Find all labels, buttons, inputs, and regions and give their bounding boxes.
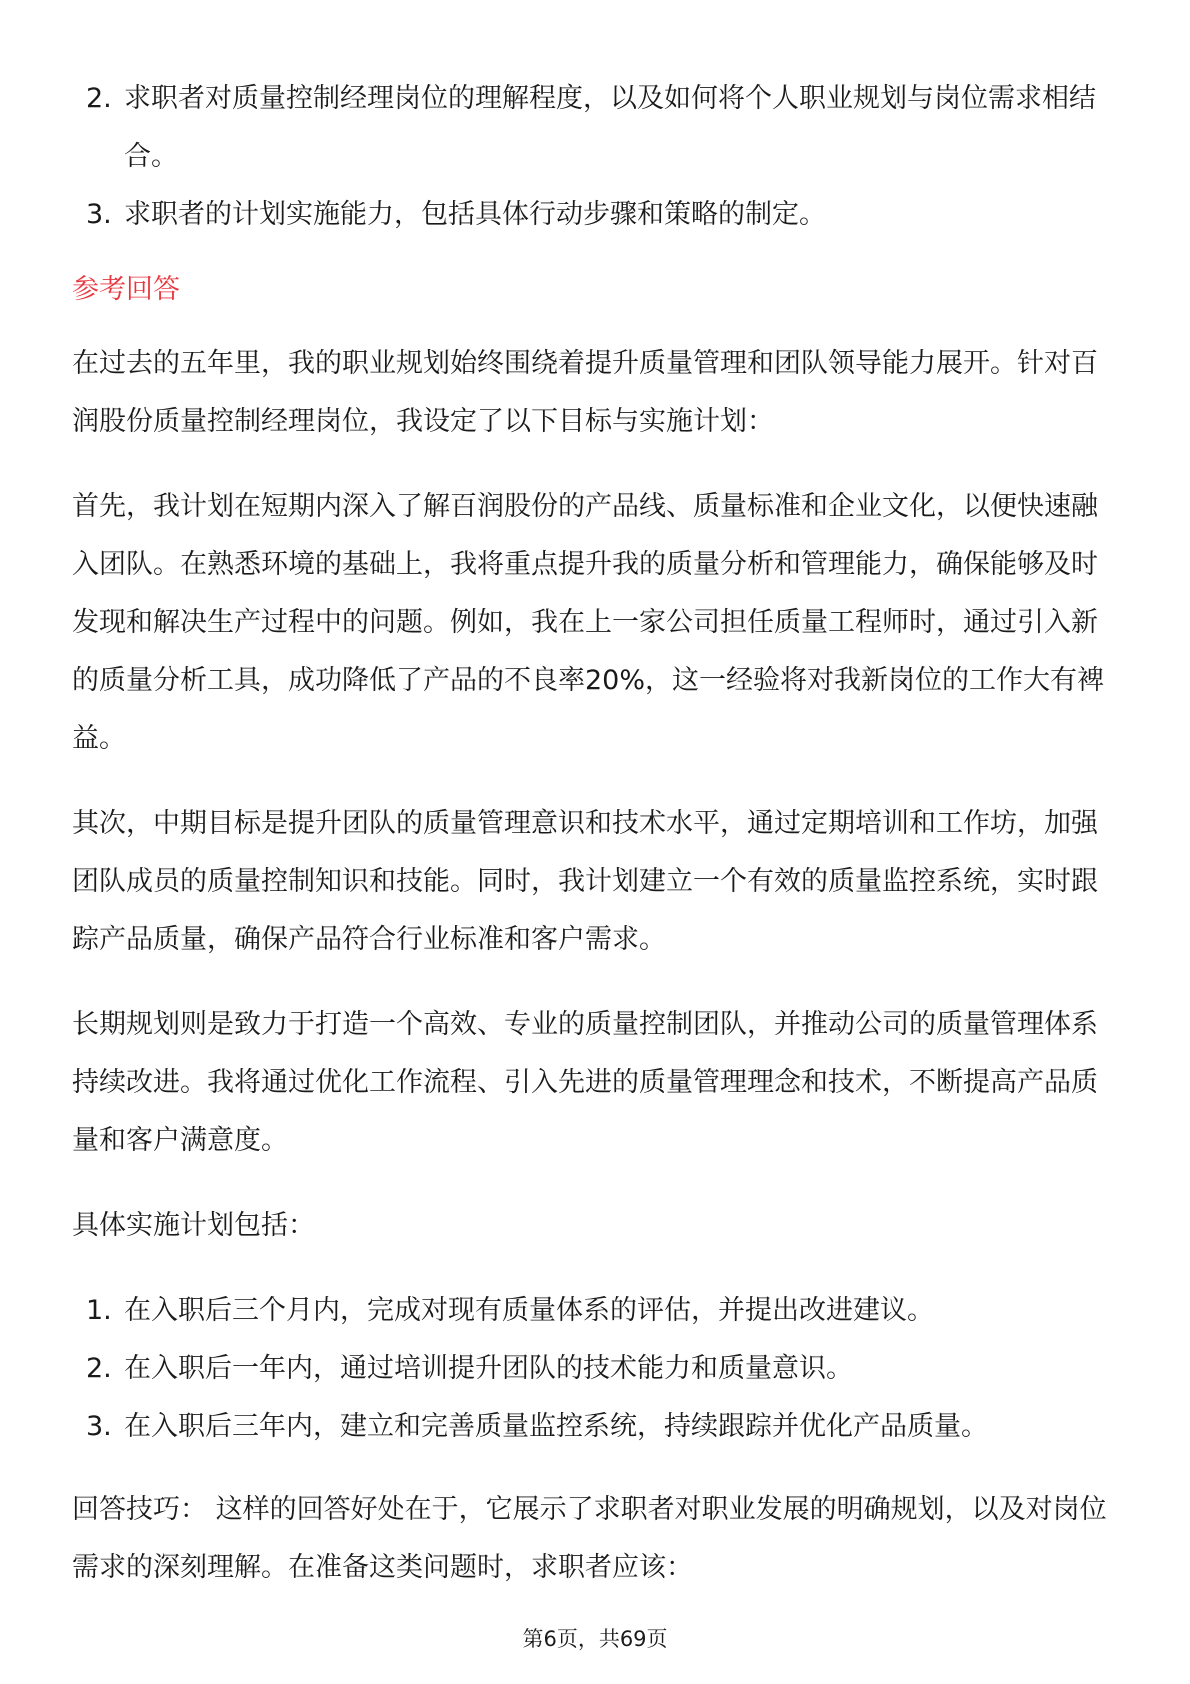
list-item: [72, 1340, 1118, 1398]
list-item-text: 求职者的计划实施能力，包括具体行动步骤和策略的制定。: [124, 199, 826, 230]
list-item: [72, 1398, 1118, 1456]
implementation-plan-list: [72, 1282, 1118, 1456]
list-item: [72, 1282, 1118, 1340]
list-item: [72, 70, 1118, 186]
list-item-number: 2.: [86, 1353, 112, 1384]
list-item-number: 1.: [86, 1295, 112, 1326]
list-item-number: 2.: [86, 83, 112, 114]
paragraph-plan-heading: 具体实施计划包括：: [72, 1210, 315, 1241]
paragraph-tips: 回答技巧： 这样的回答好处在于，它展示了求职者对职业发展的明确规划，以及对岗位需求的深刻理解。在准备这类问题时，求职者应该：: [72, 1494, 1107, 1583]
list-item-text: 求职者对质量控制经理岗位的理解程度，以及如何将个人职业规划与岗位需求相结合。: [124, 83, 1096, 172]
criteria-list: [72, 70, 1118, 244]
paragraph-mid-term: 其次，中期目标是提升团队的质量管理意识和技术水平，通过定期培训和工作坊，加强团队成员的质量控制知识和技能。同时，我计划建立一个有效的质量监控系统，实时跟踪产品质量，确保产品符合行业标准和客户需求。: [72, 808, 1098, 955]
list-item: [72, 186, 1118, 244]
page-footer: 第6页，共69页: [522, 1627, 668, 1651]
section-title-reference-answer: 参考回答: [72, 274, 180, 305]
list-item-number: 3.: [86, 199, 112, 230]
list-item-text: 在入职后三个月内，完成对现有质量体系的评估，并提出改进建议。: [124, 1295, 934, 1326]
document-content: [72, 70, 1118, 1597]
paragraph-short-term: 首先，我计划在短期内深入了解百润股份的产品线、质量标准和企业文化，以便快速融入团队。在熟悉环境的基础上，我将重点提升我的质量分析和管理能力，确保能够及时发现和解决生产过程中的问题。例如，我在上一家公司担任质量工程师时，通过引入新的质量分析工具，成功降低了产品的不良率20%，这一经验将对我新岗位的工作大有裨益。: [72, 491, 1105, 754]
list-item-text: 在入职后三年内，建立和完善质量监控系统，持续跟踪并优化产品质量。: [124, 1411, 988, 1442]
list-item-number: 3.: [86, 1411, 112, 1442]
paragraph-intro: 在过去的五年里，我的职业规划始终围绕着提升质量管理和团队领导能力展开。针对百润股份质量控制经理岗位，我设定了以下目标与实施计划：: [72, 348, 1098, 437]
paragraph-long-term: 长期规划则是致力于打造一个高效、专业的质量控制团队，并推动公司的质量管理体系持续改进。我将通过优化工作流程、引入先进的质量管理理念和技术，不断提高产品质量和客户满意度。: [72, 1009, 1098, 1156]
list-item-text: 在入职后一年内，通过培训提升团队的技术能力和质量意识。: [124, 1353, 853, 1384]
